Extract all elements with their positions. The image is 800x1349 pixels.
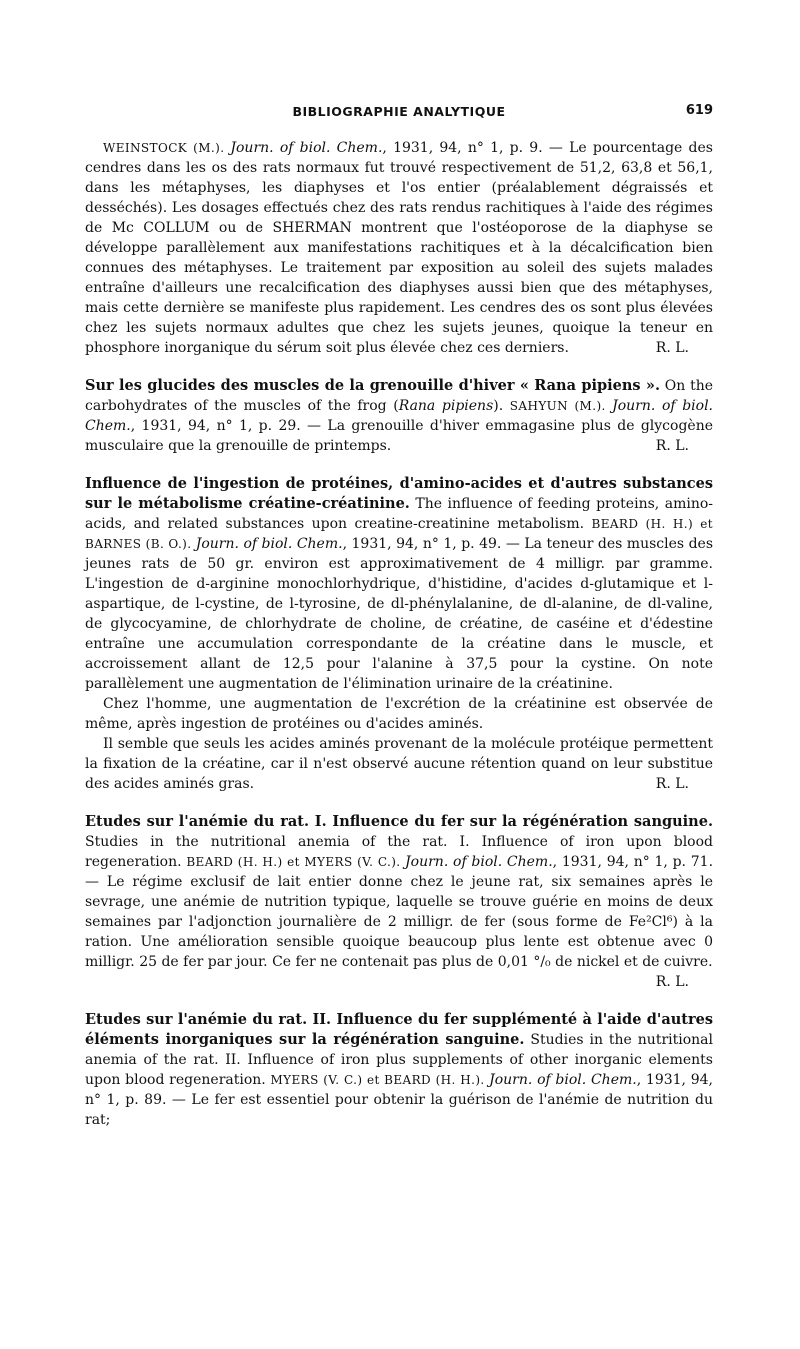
english-title: Studies in the nutritional anemia of the rat. II. Influence of iron plus supplements of other inorganic elements upon blood regeneration. [85,1032,713,1088]
entry-author: BEARD (H. H.) et MYERS (V. C.). [186,855,406,869]
abstract-body: La grenouille d'hiver emmagasine plus de glycogène musculaire que la grenouille de printemps. [85,418,713,454]
english-title-end: ). [493,398,510,414]
entry-title: Sur les glucides des muscles de la grenouille d'hiver « Rana pipiens ». [85,377,661,394]
abstract-paragraph [85,812,714,990]
abstract-entry-weinstock [85,138,713,358]
abstract-entry-creatine [85,474,713,794]
journal-name: Journ. of biol. Chem. [195,536,343,552]
english-title: On the carbohydrates of the muscles of the frog ( [85,378,713,414]
english-title: The influence of feeding proteins, amino-acids, and related substances upon creatine-creatinine metabolism. [85,496,713,532]
species-name: Rana pipiens [398,398,494,414]
running-header [85,100,713,126]
abstract-body: Le pourcentage des cendres dans les os des rats normaux fut trouvé respectivement de 51,2, 63,8 et 56,1, dans les métaphyses, les diaphyses et l'os entier (préalablement dégraissés et desséchés). Les dosages effectués chez des rats rendus rachitiques à l'aide des régimes de Mc COLLUM ou de SHERMAN montrent que l'ostéoporose de la diaphyse se développe parallèlement aux manifestations rachitiques et à la décalcification bien connues des métaphyses. Le traitement par exposition au soleil des sujets malades entraîne d'ailleurs une recalcification des diaphyses aussi bien que des métaphyses, mais cette dernière se manifeste plus rapidement. Les cendres des os sont plus élevées chez les sujets normaux adultes que chez les sujets jeunes, quoique la teneur en phosphore inorganique du sérum soit plus élevée chez ces derniers. [85,140,713,356]
citation: , 1931, 94, n° 1, p. 89. — [85,1072,713,1108]
entry-author: BEARD (H. H.) et BARNES (B. O.). [85,517,714,551]
journal-page [85,100,713,1148]
entry-author: SAHYUN (M.). [509,399,613,413]
citation: , 1931, 94, n° 1, p. 29. — [130,418,328,434]
abstract-paragraph [85,376,713,456]
journal-name: Journ. of biol. Chem. [405,854,553,870]
signature: R. L. [655,776,689,792]
citation: , 1931, 94, n° 1, p. 49. — [342,536,525,552]
signature: R. L. [655,974,689,990]
journal-name: Journ. of biol. Chem. [230,140,383,156]
journal-name: Journ. of biol. Chem. [85,398,714,434]
abstract-entry-anemia-2 [85,1010,713,1130]
page-number: 619 [685,103,713,118]
signature: R. L. [655,438,689,454]
abstract-entry-anemia-1 [85,812,713,992]
running-title: BIBLIOGRAPHIE ANALYTIQUE [292,104,506,119]
abstract-paragraph-3 [85,734,713,794]
english-title: Studies in the nutritional anemia of the rat. I. Influence of iron upon blood regeneration. [85,834,713,870]
citation: , 1931, 94, n° 1, p. 71. — [85,854,714,890]
abstract-body: Le régime exclusif de lait entier donne chez le jeune rat, six semaines après le sevrage, une anémie de nutrition typique, laquelle se trouve guérie en moins de deux semaines par l'adjonction journalière de 2 milligr. de fer (sous forme de Fe²Cl⁶) à la ration. Une amélioration sensible quoique beaucoup plus lente est obtenue avec 0 milligr. 25 de fer par jour. Ce fer ne contenait pas plus de 0,01 °/₀ de nickel et de cuivre. [85,874,713,970]
abstract-paragraph [85,474,713,694]
journal-name: Journ. of biol. Chem. [489,1072,637,1088]
entry-author: WEINSTOCK (M.). [103,141,231,155]
abstract-entry-rana-pipiens [85,376,713,456]
abstract-paragraph [85,138,713,358]
entry-title: Etudes sur l'anémie du rat. II. Influence du fer supplémenté à l'aide d'autres éléments inorganiques sur la régénération sanguine. [85,1011,713,1048]
abstract-paragraph-2: Chez l'homme, une augmentation de l'excrétion de la créatinine est observée de même, après ingestion de protéines ou d'acides aminés. [85,696,713,732]
abstract-body: La teneur des muscles des jeunes rats de 50 gr. environ est approximativement de 4 milligr. par gramme. L'ingestion de d-arginine monochlorhydrique, d'histidine, d'acides d-glutamique et l-aspartique, de l-cystine, de l-tyrosine, de dl-phénylalanine, de dl-alanine, de dl-valine, de glycocyamine, de chlorhydrate de choline, de créatine, de caséine et d'édestine entraîne une accumulation correspondante de la créatine dans le muscle, et accroissement allant de 12,5 pour l'alanine à 37,5 pour la cystine. On note parallèlement une augmentation de l'élimination urinaire de la créatinine. [85,536,713,692]
entry-title: Influence de l'ingestion de protéines, d'amino-acides et d'autres substances sur le métabolisme créatine-créatinine. [85,475,713,512]
abstract-paragraph [85,1010,713,1130]
signature: R. L. [655,340,689,356]
abstract-body: Le fer est essentiel pour obtenir la guérison de l'anémie de nutrition du rat; [85,1092,713,1128]
entry-title: Etudes sur l'anémie du rat. I. Influence du fer sur la régénération sanguine. [85,813,713,830]
abstract-body: Il semble que seuls les acides aminés provenant de la molécule protéique permettent la fixation de la créatine, car il n'est observé aucune rétention quand on leur substitue des acides aminés gras. [85,736,713,792]
citation: , 1931, 94, n° 1, p. 9. — [382,140,570,156]
entry-author: MYERS (V. C.) et BEARD (H. H.). [270,1073,490,1087]
